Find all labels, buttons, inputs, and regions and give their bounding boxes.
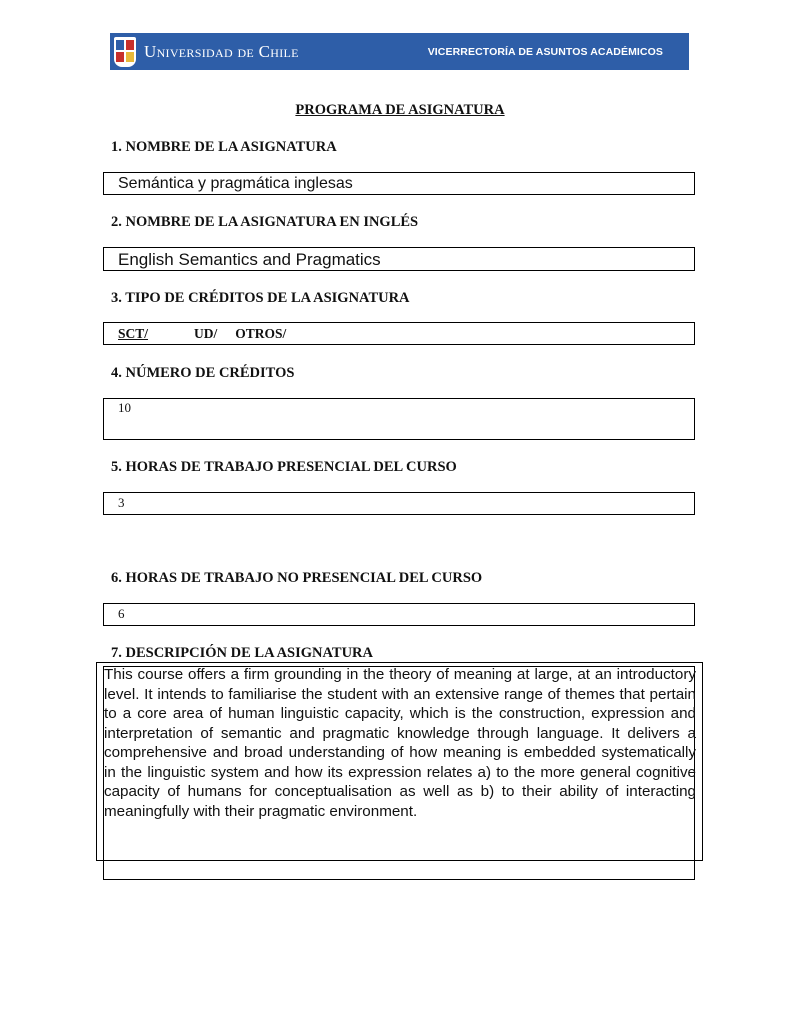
section-3-heading: 3. TIPO DE CRÉDITOS DE LA ASIGNATURA: [111, 290, 410, 306]
presential-hours-value: 3: [118, 495, 125, 510]
description-value: This course offers a firm grounding in the theory of meaning at large, at an introductory level. It intends to familiarise the student with an extensive range of themes that pertain to a core area of human linguistic capacity, which is the construction, expression and interpretation of semantic and pragmatic knowledge through language. It delivers a comprehensive and broad understanding of how meaning is embedded systematically in the linguistic system and how its expression relates a) to the more general cognitive capacity of humans for conceptualisation as well as b) to their ability of interacting meaningfully with their pragmatic environment.: [104, 666, 696, 820]
department-name: VICERRECTORÍA DE ASUNTOS ACADÉMICOS: [427, 45, 663, 58]
section-7-heading: 7. DESCRIPCIÓN DE LA ASIGNATURA: [111, 645, 373, 661]
section-4-heading: 4. NÚMERO DE CRÉDITOS: [111, 365, 295, 381]
university-name: Universidad de Chile: [144, 41, 299, 61]
header-banner: [110, 33, 689, 70]
university-crest-icon: [114, 37, 136, 67]
document-title: PROGRAMA DE ASIGNATURA: [295, 102, 505, 118]
credit-type-sct: SCT/: [118, 326, 149, 341]
university-logo: [110, 33, 299, 70]
course-name-value: Semántica y pragmática inglesas: [118, 175, 353, 192]
section-6-heading: 6. HORAS DE TRABAJO NO PRESENCIAL DEL CURSO: [111, 570, 483, 586]
presential-hours-field: [103, 492, 695, 515]
non-presential-hours-field: [103, 603, 695, 626]
non-presential-hours-value: 6: [118, 606, 125, 621]
course-name-english-value: English Semantics and Pragmatics: [118, 250, 381, 269]
credit-type-options: [118, 326, 286, 342]
credit-type-ud: UD/: [194, 326, 218, 341]
credit-number-value: 10: [118, 400, 131, 415]
credit-type-field: [103, 322, 695, 345]
credit-number-field: [103, 398, 695, 440]
credit-type-otros: OTROS/: [235, 326, 287, 341]
course-name-english-field: [103, 247, 695, 271]
section-5-heading: 5. HORAS DE TRABAJO PRESENCIAL DEL CURSO: [111, 459, 457, 475]
section-1-heading: 1. NOMBRE DE LA ASIGNATURA: [111, 139, 337, 155]
section-2-heading: 2. NOMBRE DE LA ASIGNATURA EN INGLÉS: [111, 214, 419, 230]
course-name-field: [103, 172, 695, 195]
